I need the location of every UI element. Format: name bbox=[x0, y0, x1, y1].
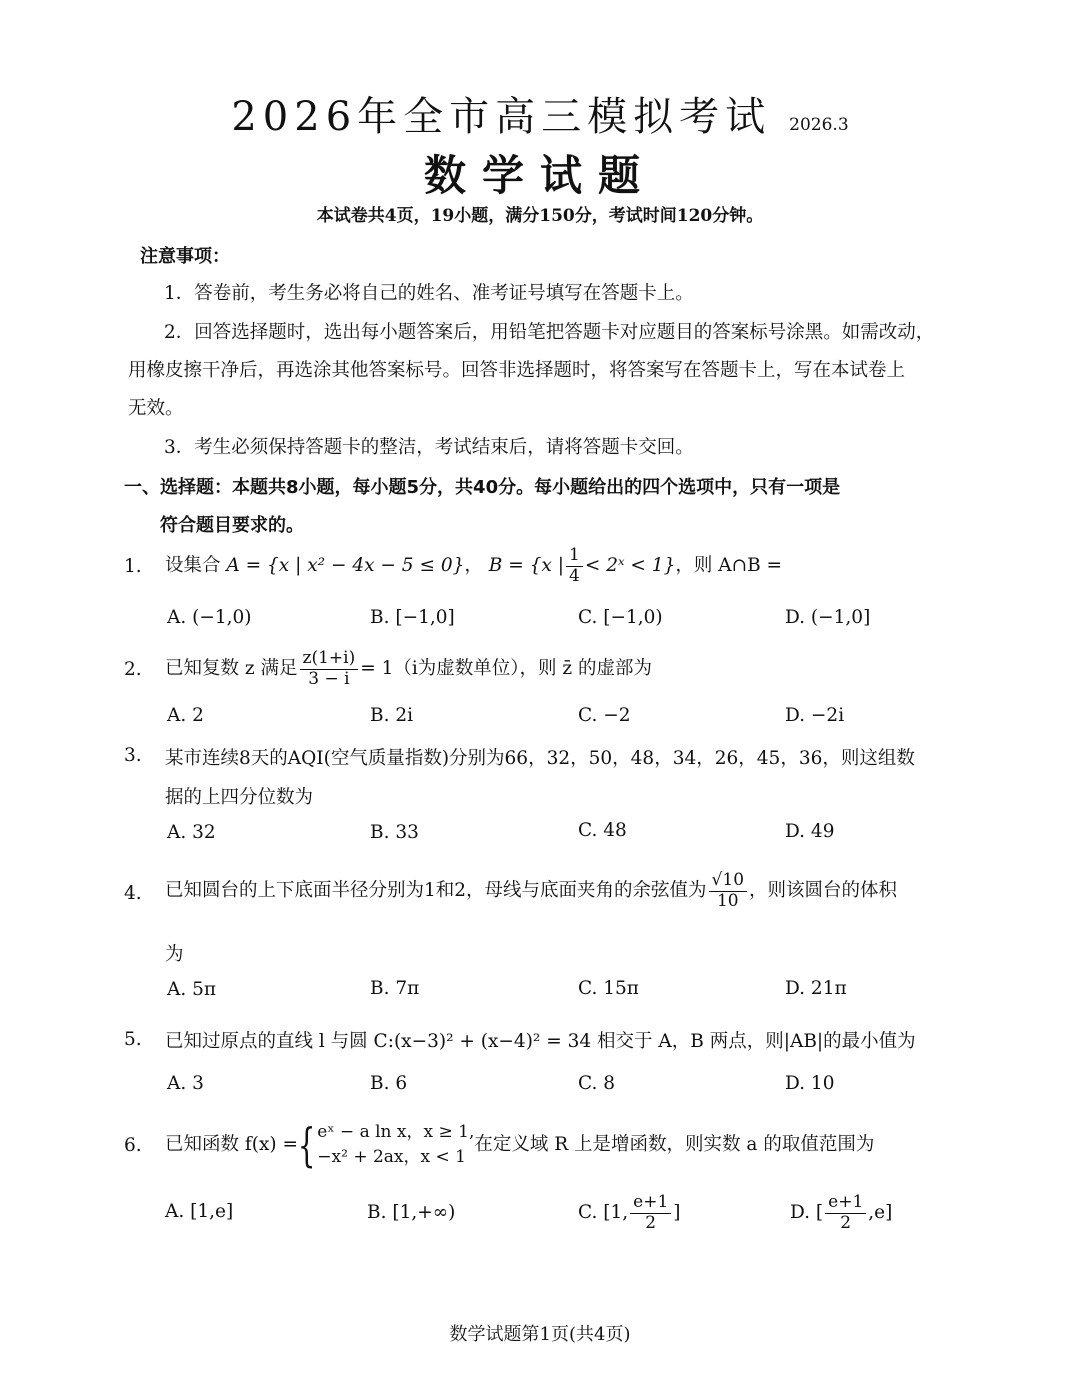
q1-sep: ， bbox=[464, 555, 483, 576]
q6-option-d-right: ,e] bbox=[868, 1202, 893, 1223]
q5-text: 已知过原点的直线 l 与圆 C:(x−3)² + (x−4)² = 34 相交于 A，B 两点，则|AB|的最小值为 bbox=[165, 1031, 916, 1052]
q1-set-a: A = {x | x² − 4x − 5 ≤ 0} bbox=[226, 555, 465, 576]
q6-brace: { bbox=[297, 1118, 316, 1172]
q1-option-b: B. [−1,0] bbox=[370, 607, 455, 628]
q2-frac-den: 3 − i bbox=[308, 668, 350, 689]
q6-option-c-left: C. [1, bbox=[578, 1202, 629, 1223]
note-item-3: 3．考生必须保持答题卡的整洁，考试结束后，请将答题卡交回。 bbox=[164, 437, 694, 458]
q1-frac-num: 1 bbox=[566, 546, 583, 567]
q2-stem bbox=[165, 646, 652, 692]
q6-cases bbox=[317, 1120, 474, 1169]
q3-number: 3. bbox=[124, 745, 142, 766]
q1-stem bbox=[165, 544, 782, 588]
note-item-2-line3: 无效。 bbox=[128, 398, 184, 419]
exam-title-text: 2026年全市高三模拟考试 bbox=[231, 94, 772, 140]
q4-option-d: D. 21π bbox=[785, 978, 847, 999]
q6-text-2: 在定义域 R 上是增函数，则实数 a 的取值范围为 bbox=[474, 1134, 875, 1155]
section1-line1: 一、选择题：本题共8小题，每小题5分，共40分。每小题给出的四个选项中，只有一项是 bbox=[124, 477, 841, 498]
exam-date: 2026.3 bbox=[789, 115, 849, 135]
q4-frac-num: √10 bbox=[709, 871, 747, 892]
q3-line2: 据的上四分位数为 bbox=[165, 787, 314, 808]
q1-option-d: D. (−1,0] bbox=[785, 607, 871, 628]
q5-number: 5. bbox=[124, 1029, 142, 1050]
q1-set-b-right: < 2ˣ < 1} bbox=[584, 555, 676, 576]
q1-option-a: A. (−1,0) bbox=[167, 607, 252, 628]
q6-case-2: −x² + 2ax，x < 1 bbox=[317, 1147, 466, 1167]
q1-text-2: ，则 A∩B = bbox=[675, 555, 783, 576]
q2-text-1: 已知复数 z 满足 bbox=[165, 658, 298, 679]
q6-option-c-num: e+1 bbox=[630, 1193, 671, 1214]
exam-title bbox=[0, 85, 1080, 142]
note-item-1: 1．答卷前，考生务必将自己的姓名、准考证号填写在答题卡上。 bbox=[164, 283, 694, 304]
q2-number: 2. bbox=[124, 659, 142, 680]
q5-option-d: D. 10 bbox=[785, 1073, 835, 1094]
q6-option-d bbox=[790, 1192, 892, 1234]
q4-option-a: A. 5π bbox=[167, 979, 217, 1000]
q6-case-1: eˣ − a ln x，x ≥ 1, bbox=[317, 1122, 475, 1143]
q2-fraction bbox=[300, 649, 359, 689]
q3-option-d: D. 49 bbox=[785, 821, 835, 842]
exam-intro: 本试卷共4页，19小题，满分150分，考试时间120分钟。 bbox=[316, 206, 764, 226]
q4-fraction bbox=[709, 871, 747, 911]
q2-option-d: D. −2i bbox=[785, 705, 845, 726]
q6-option-d-num: e+1 bbox=[825, 1193, 866, 1214]
q6-option-c-fraction bbox=[630, 1193, 671, 1233]
q3-option-b: B. 33 bbox=[370, 822, 419, 843]
q6-option-d-left: D. [ bbox=[790, 1202, 824, 1223]
section1-line2: 符合题目要求的。 bbox=[160, 515, 304, 536]
q6-option-d-den: 2 bbox=[840, 1212, 852, 1233]
q4-option-c: C. 15π bbox=[578, 978, 639, 999]
q5-option-a: A. 3 bbox=[167, 1073, 204, 1094]
subject-title: 数学试题 bbox=[423, 151, 656, 200]
q1-set-b-left: B = {x | bbox=[488, 555, 564, 576]
q6-option-d-fraction bbox=[825, 1193, 866, 1233]
notes-heading: 注意事项： bbox=[140, 246, 230, 267]
q3-option-a: A. 32 bbox=[167, 822, 216, 843]
q6-number: 6. bbox=[124, 1135, 142, 1156]
q5-option-c: C. 8 bbox=[578, 1073, 616, 1094]
q2-frac-num: z(1+i) bbox=[300, 649, 359, 670]
q1-frac-den: 4 bbox=[568, 565, 580, 586]
q1-fraction bbox=[566, 546, 583, 586]
note-item-2-line1: 2．回答选择题时，选出每小题答案后，用铅笔把答题卡对应题目的答案标号涂黑。如需改动， bbox=[164, 322, 935, 343]
q4-line2: 为 bbox=[165, 944, 184, 965]
q2-option-a: A. 2 bbox=[167, 705, 204, 726]
q2-option-b: B. 2i bbox=[370, 705, 414, 726]
q4-text-2: ，则该圆台的体积 bbox=[749, 880, 898, 901]
q3-option-c: C. 48 bbox=[578, 820, 627, 841]
q4-number: 4. bbox=[124, 883, 142, 904]
q6-text-1: 已知函数 f(x) = bbox=[165, 1134, 298, 1155]
q6-option-a: A. [1,e] bbox=[165, 1201, 234, 1222]
q2-option-c: C. −2 bbox=[578, 705, 631, 726]
q5-option-b: B. 6 bbox=[370, 1073, 408, 1094]
q4-frac-den: 10 bbox=[716, 890, 739, 911]
page-footer: 数学试题第1页(共4页) bbox=[449, 1324, 631, 1345]
q3-line1: 某市连续8天的AQI(空气质量指数)分别为66，32，50，48，34，26，45，36，则这组数 bbox=[165, 748, 915, 769]
q2-text-2: = 1（i为虚数单位），则 z̄ 的虚部为 bbox=[360, 658, 653, 679]
q6-stem bbox=[165, 1115, 874, 1175]
q6-option-c bbox=[578, 1192, 680, 1234]
note-item-2-line2: 用橡皮擦干净后，再选涂其他答案标号。回答非选择题时，将答案写在答题卡上，写在本试卷上 bbox=[128, 360, 906, 381]
q4-stem bbox=[165, 866, 897, 916]
q4-option-b: B. 7π bbox=[370, 978, 420, 999]
q1-text-1: 设集合 bbox=[165, 555, 221, 576]
q6-option-b: B. [1,+∞) bbox=[367, 1202, 456, 1223]
q4-text-1: 已知圆台的上下底面半径分别为1和2，母线与底面夹角的余弦值为 bbox=[165, 880, 707, 901]
q1-option-c: C. [−1,0) bbox=[578, 607, 663, 628]
q1-number: 1. bbox=[124, 556, 142, 577]
q6-option-c-den: 2 bbox=[645, 1212, 657, 1233]
q6-option-c-right: ] bbox=[673, 1202, 681, 1223]
